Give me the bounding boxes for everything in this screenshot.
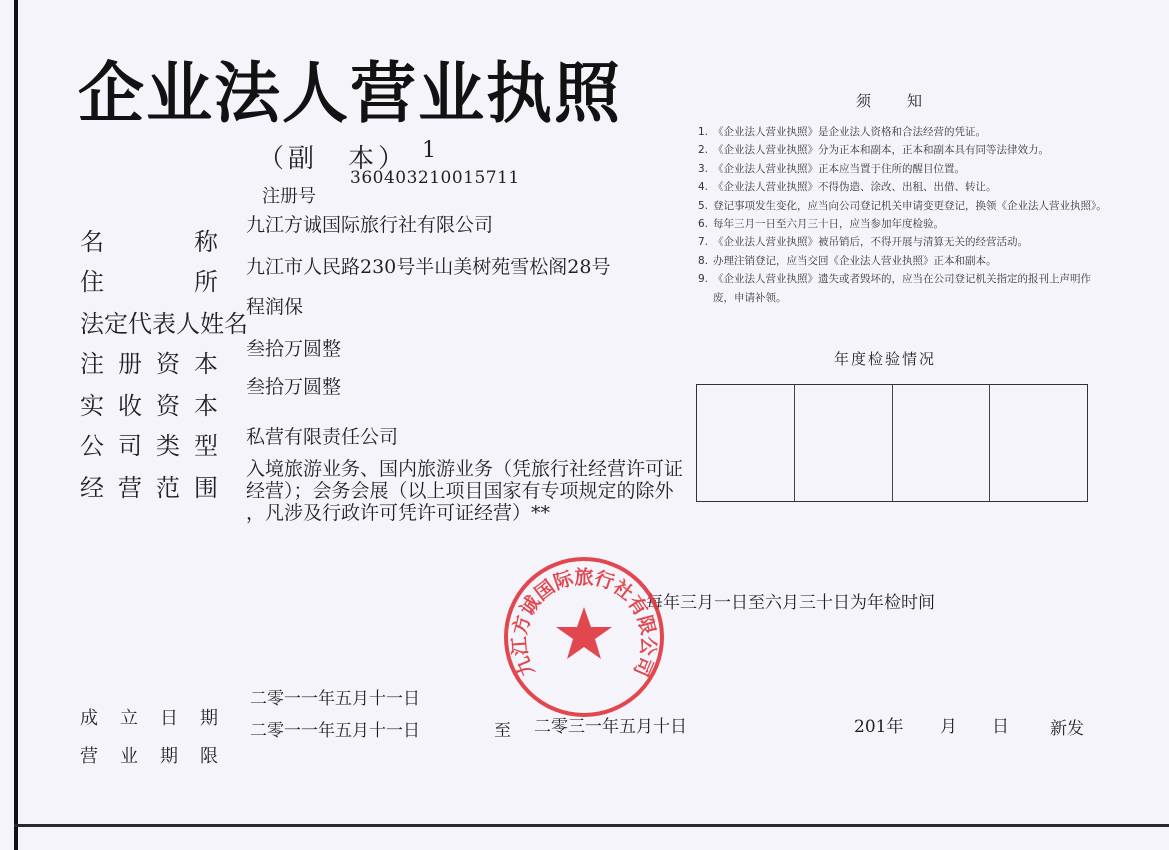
notice-item: [698, 160, 1108, 178]
label-char: 成: [80, 708, 98, 729]
establishment-date: 二零一一年五月十一日: [250, 689, 420, 709]
label-char: 人: [176, 310, 200, 338]
label-char: 表: [152, 310, 176, 338]
label-char: 名: [80, 228, 104, 256]
label-char: 营: [80, 746, 98, 767]
issue-month: 月: [940, 717, 957, 737]
label-char: 限: [200, 746, 218, 767]
label-char: 代: [128, 310, 152, 338]
registration-label: 注册号: [262, 186, 316, 207]
notice-item: [698, 197, 1108, 215]
scan-bottom-edge: [14, 824, 1169, 827]
notice-item-text: 《企业法人营业执照》是企业法人资格和合法经营的凭证。: [713, 126, 986, 138]
label-char: 立: [120, 708, 138, 729]
inspection-cell: [795, 385, 893, 501]
business-scope-line: ，凡涉及行政许可凭许可证经营）**: [246, 502, 551, 524]
notice-item-text: 《企业法人营业执照》不得伪造、涂改、出租、出借、转让。: [713, 181, 997, 194]
notice-title: 须知: [856, 92, 959, 110]
annual-inspection-title: 年度检验情况: [834, 350, 937, 368]
label-char: 型: [194, 432, 218, 460]
registration-number: 360403210015711: [350, 168, 520, 188]
label-char: 资: [156, 350, 180, 378]
inspection-cell: [990, 385, 1087, 501]
notice-item-number: 2.: [698, 144, 709, 157]
business-term-label: [80, 742, 218, 768]
field-value-registered-capital: 叁拾万圆整: [246, 338, 342, 360]
business-scope-line: 入境旅游业务、国内旅游业务（凭旅行社经营许可证: [246, 458, 684, 480]
notice-item-text: 办理注销登记，应当交回《企业法人营业执照》正本和副本。: [713, 254, 997, 267]
label-char: 住: [80, 268, 104, 296]
business-term-end: 二零三一年五月十日: [534, 717, 687, 737]
label-char: 范: [156, 474, 180, 502]
notice-item: [698, 178, 1108, 196]
business-scope-text: [246, 458, 696, 524]
notice-item-number: 4.: [698, 181, 709, 194]
field-label-paid-capital: [80, 386, 218, 421]
label-char: 本: [194, 350, 218, 378]
label-char: 册: [118, 350, 142, 378]
copy-number: 1: [422, 138, 436, 163]
notice-item-text: 《企业法人营业执照》遗失或者毁坏的，应当在公司登记机关指定的报刊上声明作废，申请补领。: [713, 273, 1091, 304]
business-scope-line: 经营）；会务会展（以上项目国家有专项规定的除外: [246, 480, 674, 502]
field-label-business-scope: [80, 468, 218, 503]
notice-item-number: 1.: [698, 126, 709, 138]
label-char: 营: [118, 474, 142, 502]
page-title: 企业法人营业执照: [78, 55, 622, 132]
label-char: 围: [194, 474, 218, 502]
seal-star-icon: [556, 607, 612, 659]
label-char: 期: [160, 746, 178, 767]
notice-item-text: 《企业法人营业执照》正本应当置于住所的醒目位置。: [713, 162, 965, 175]
field-label-registered-capital: [80, 344, 218, 379]
field-label-name: [80, 222, 218, 257]
label-char: 定: [104, 310, 128, 338]
business-term-to: 至: [494, 721, 511, 741]
notice-item-text: 《企业法人营业执照》被吊销后，不得开展与清算无关的经营活动。: [713, 236, 1028, 249]
notice-item-text: 登记事项发生变化，应当向公司登记机关申请变更登记，换领《企业法人营业执照》。: [713, 199, 1107, 212]
business-term-start: 二零一一年五月十一日: [250, 721, 420, 741]
label-char: 名: [224, 310, 248, 338]
field-value-name: 九江方诚国际旅行社有限公司: [246, 214, 494, 236]
notice-item-text: 《企业法人营业执照》分为正本和副本，正本和副本具有同等法律效力。: [713, 144, 1049, 157]
label-char: 本: [194, 392, 218, 420]
label-char: 注: [80, 350, 104, 378]
notice-item: [698, 270, 1108, 307]
label-char: 日: [160, 708, 178, 729]
seal-text: 九江方诚国际旅行社有限公司: [508, 566, 660, 680]
company-seal: [502, 555, 666, 719]
label-char: 实: [80, 392, 104, 420]
notice-item: [698, 252, 1108, 270]
notice-item-number: 6.: [698, 218, 709, 231]
label-char: 类: [156, 432, 180, 460]
field-value-legal-rep: 程润保: [246, 296, 304, 318]
label-char: 经: [80, 474, 104, 502]
annual-inspection-note: 每年三月一日至六月三十日为年检时间: [646, 593, 935, 613]
label-char: 期: [200, 708, 218, 729]
field-value-address: 九江市人民路230号半山美树苑雪松阁28号: [246, 256, 611, 278]
inspection-cell: [893, 385, 991, 501]
notice-item-number: 8.: [698, 254, 709, 267]
establishment-label: [80, 704, 218, 730]
notice-item: [698, 123, 1108, 141]
notice-item-text: 每年三月一日至六月三十日，应当参加年度检验。: [713, 218, 944, 231]
field-label-address: [80, 262, 218, 297]
field-label-company-type: [80, 426, 218, 461]
inspection-cell: [697, 385, 795, 501]
notice-list: [698, 123, 1108, 307]
label-char: 称: [194, 228, 218, 256]
notice-item: [698, 233, 1108, 251]
label-char: 司: [118, 432, 142, 460]
notice-item-number: 5.: [698, 199, 709, 212]
label-char: 公: [80, 432, 104, 460]
notice-item: [698, 215, 1108, 233]
label-char: 姓: [200, 310, 224, 338]
notice-item: [698, 141, 1108, 159]
label-char: 收: [118, 392, 142, 420]
annual-inspection-table: [696, 384, 1088, 502]
issue-year: 201年: [854, 717, 904, 737]
copy-label: （副 本）: [258, 144, 409, 174]
notice-item-number: 9.: [698, 273, 709, 286]
issue-label: 新发: [1050, 719, 1084, 739]
label-char: 业: [120, 746, 138, 767]
notice-item-number: 7.: [698, 236, 709, 249]
label-char: 资: [156, 392, 180, 420]
scan-left-edge: [14, 0, 18, 850]
issue-day: 日: [992, 717, 1009, 737]
label-char: 所: [194, 268, 218, 296]
notice-item-number: 3.: [698, 162, 709, 175]
field-value-paid-capital: 叁拾万圆整: [246, 376, 342, 398]
label-char: 法: [80, 310, 104, 338]
field-label-legal-rep: [80, 304, 248, 339]
field-value-company-type: 私营有限责任公司: [246, 426, 399, 448]
